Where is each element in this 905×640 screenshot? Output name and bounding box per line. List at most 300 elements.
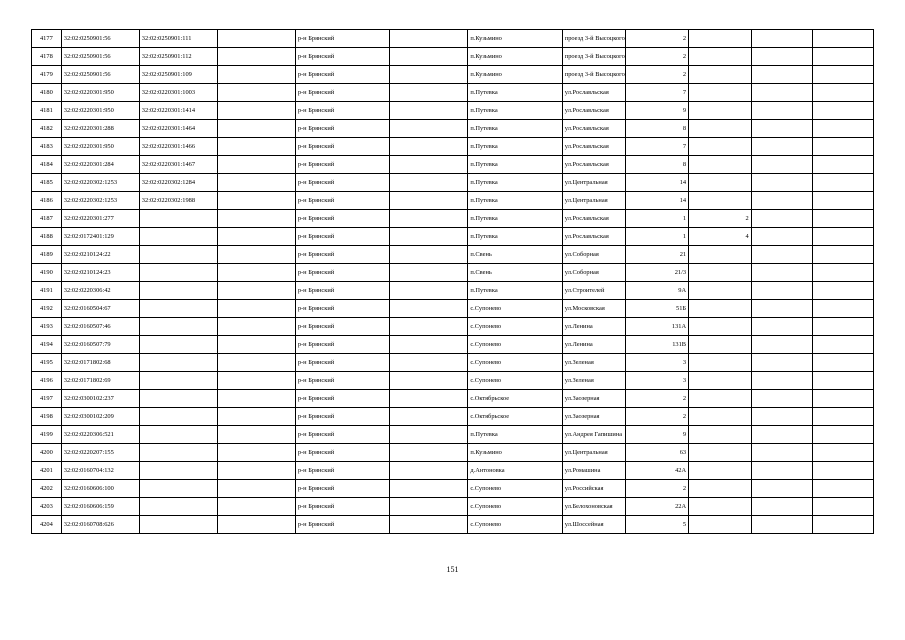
object-cadastral-number-cell: [139, 264, 217, 282]
empty-cell: [390, 228, 468, 246]
empty-cell: [751, 480, 813, 498]
district-cell: р-н Брянский: [295, 480, 389, 498]
empty-cell: [751, 318, 813, 336]
settlement-cell: с.Супонево: [468, 336, 562, 354]
settlement-cell: п.Кузьмино: [468, 66, 562, 84]
street-cell: ул.Зеленая: [562, 354, 626, 372]
table-row: [32, 318, 874, 336]
empty-cell: [217, 336, 295, 354]
empty-cell: [813, 138, 874, 156]
settlement-cell: п.Путевка: [468, 192, 562, 210]
empty-cell: [813, 264, 874, 282]
settlement-cell: с.Супонево: [468, 318, 562, 336]
row-number-cell: 4186: [32, 192, 62, 210]
empty-cell: [217, 318, 295, 336]
settlement-cell: п.Свень: [468, 246, 562, 264]
empty-cell: [813, 516, 874, 534]
building-number-cell: [689, 516, 752, 534]
empty-cell: [217, 48, 295, 66]
settlement-cell: с.Октябрьское: [468, 390, 562, 408]
settlement-cell: п.Путевка: [468, 138, 562, 156]
empty-cell: [217, 228, 295, 246]
cadastral-number-cell: 32:02:0220301:277: [61, 210, 139, 228]
cadastral-number-cell: 32:02:0250901:56: [61, 66, 139, 84]
street-cell: ул.Заозерная: [562, 390, 626, 408]
street-cell: ул.Рославльская: [562, 102, 626, 120]
house-number-cell: 2: [626, 30, 689, 48]
settlement-cell: с.Октябрьское: [468, 408, 562, 426]
empty-cell: [813, 192, 874, 210]
house-number-cell: 2: [626, 66, 689, 84]
table-row: [32, 390, 874, 408]
empty-cell: [390, 192, 468, 210]
table-row: [32, 426, 874, 444]
row-number-cell: 4193: [32, 318, 62, 336]
district-cell: р-н Брянский: [295, 30, 389, 48]
building-number-cell: [689, 318, 752, 336]
table-row: [32, 138, 874, 156]
empty-cell: [217, 156, 295, 174]
object-cadastral-number-cell: 32:02:0250901:112: [139, 48, 217, 66]
building-number-cell: [689, 444, 752, 462]
district-cell: р-н Брянский: [295, 498, 389, 516]
object-cadastral-number-cell: [139, 426, 217, 444]
district-cell: р-н Брянский: [295, 120, 389, 138]
building-number-cell: [689, 156, 752, 174]
table-row: [32, 192, 874, 210]
registry-table: [31, 29, 874, 534]
empty-cell: [813, 228, 874, 246]
empty-cell: [751, 300, 813, 318]
page-number: 151: [446, 565, 459, 574]
empty-cell: [217, 390, 295, 408]
empty-cell: [813, 48, 874, 66]
district-cell: р-н Брянский: [295, 444, 389, 462]
empty-cell: [217, 120, 295, 138]
empty-cell: [751, 372, 813, 390]
building-number-cell: [689, 300, 752, 318]
building-number-cell: [689, 372, 752, 390]
table-row: [32, 246, 874, 264]
empty-cell: [813, 390, 874, 408]
house-number-cell: 8: [626, 156, 689, 174]
empty-cell: [813, 480, 874, 498]
empty-cell: [813, 246, 874, 264]
row-number-cell: 4183: [32, 138, 62, 156]
settlement-cell: п.Кузьмино: [468, 444, 562, 462]
cadastral-number-cell: 32:02:0160704:132: [61, 462, 139, 480]
empty-cell: [751, 120, 813, 138]
empty-cell: [813, 30, 874, 48]
empty-cell: [813, 336, 874, 354]
table-row: [32, 462, 874, 480]
district-cell: р-н Брянский: [295, 300, 389, 318]
empty-cell: [813, 498, 874, 516]
district-cell: р-н Брянский: [295, 210, 389, 228]
empty-cell: [217, 462, 295, 480]
empty-cell: [390, 408, 468, 426]
object-cadastral-number-cell: [139, 354, 217, 372]
empty-cell: [390, 210, 468, 228]
building-number-cell: [689, 174, 752, 192]
row-number-cell: 4185: [32, 174, 62, 192]
empty-cell: [751, 354, 813, 372]
house-number-cell: 21: [626, 246, 689, 264]
settlement-cell: п.Кузьмино: [468, 30, 562, 48]
row-number-cell: 4189: [32, 246, 62, 264]
empty-cell: [390, 444, 468, 462]
row-number-cell: 4202: [32, 480, 62, 498]
empty-cell: [217, 30, 295, 48]
empty-cell: [751, 138, 813, 156]
empty-cell: [813, 354, 874, 372]
settlement-cell: п.Свень: [468, 264, 562, 282]
cadastral-number-cell: 32:02:0160606:159: [61, 498, 139, 516]
table-row: [32, 516, 874, 534]
object-cadastral-number-cell: 32:02:0220301:1414: [139, 102, 217, 120]
house-number-cell: 63: [626, 444, 689, 462]
street-cell: ул.Московская: [562, 300, 626, 318]
table-row: [32, 66, 874, 84]
empty-cell: [751, 228, 813, 246]
cadastral-number-cell: 32:02:0210124:23: [61, 264, 139, 282]
house-number-cell: 5: [626, 516, 689, 534]
cadastral-number-cell: 32:02:0220306:521: [61, 426, 139, 444]
empty-cell: [751, 48, 813, 66]
empty-cell: [217, 444, 295, 462]
district-cell: р-н Брянский: [295, 246, 389, 264]
empty-cell: [751, 516, 813, 534]
empty-cell: [217, 300, 295, 318]
empty-cell: [390, 318, 468, 336]
empty-cell: [390, 462, 468, 480]
empty-cell: [751, 444, 813, 462]
building-number-cell: [689, 84, 752, 102]
building-number-cell: [689, 336, 752, 354]
street-cell: ул.Соборная: [562, 264, 626, 282]
house-number-cell: 42А: [626, 462, 689, 480]
empty-cell: [813, 408, 874, 426]
cadastral-number-cell: 32:02:0220302:1253: [61, 192, 139, 210]
empty-cell: [751, 210, 813, 228]
settlement-cell: д.Антоновка: [468, 462, 562, 480]
settlement-cell: п.Путевка: [468, 282, 562, 300]
cadastral-number-cell: 32:02:0220301:284: [61, 156, 139, 174]
street-cell: ул.Центральная: [562, 444, 626, 462]
street-cell: ул.Шоссейная: [562, 516, 626, 534]
district-cell: р-н Брянский: [295, 336, 389, 354]
empty-cell: [751, 498, 813, 516]
building-number-cell: [689, 462, 752, 480]
empty-cell: [217, 480, 295, 498]
building-number-cell: [689, 264, 752, 282]
empty-cell: [751, 426, 813, 444]
building-number-cell: 2: [689, 210, 752, 228]
object-cadastral-number-cell: 32:02:0220302:1284: [139, 174, 217, 192]
empty-cell: [390, 48, 468, 66]
building-number-cell: [689, 66, 752, 84]
cadastral-number-cell: 32:02:0160606:100: [61, 480, 139, 498]
empty-cell: [217, 66, 295, 84]
empty-cell: [390, 102, 468, 120]
street-cell: ул.Центральная: [562, 174, 626, 192]
object-cadastral-number-cell: [139, 318, 217, 336]
empty-cell: [813, 426, 874, 444]
empty-cell: [813, 462, 874, 480]
empty-cell: [217, 426, 295, 444]
object-cadastral-number-cell: [139, 228, 217, 246]
street-cell: ул.Рославльская: [562, 156, 626, 174]
object-cadastral-number-cell: [139, 480, 217, 498]
empty-cell: [751, 264, 813, 282]
street-cell: ул.Рославльская: [562, 138, 626, 156]
empty-cell: [217, 498, 295, 516]
row-number-cell: 4192: [32, 300, 62, 318]
table-row: [32, 30, 874, 48]
building-number-cell: [689, 48, 752, 66]
empty-cell: [390, 282, 468, 300]
cadastral-number-cell: 32:02:0160507:79: [61, 336, 139, 354]
row-number-cell: 4182: [32, 120, 62, 138]
registry-table-body: [32, 30, 874, 534]
cadastral-number-cell: 32:02:0160504:67: [61, 300, 139, 318]
street-cell: ул.Зеленая: [562, 372, 626, 390]
empty-cell: [217, 84, 295, 102]
settlement-cell: п.Путевка: [468, 84, 562, 102]
row-number-cell: 4190: [32, 264, 62, 282]
object-cadastral-number-cell: 32:02:0250901:111: [139, 30, 217, 48]
table-row: [32, 48, 874, 66]
empty-cell: [751, 192, 813, 210]
empty-cell: [217, 372, 295, 390]
house-number-cell: 2: [626, 408, 689, 426]
district-cell: р-н Брянский: [295, 264, 389, 282]
row-number-cell: 4204: [32, 516, 62, 534]
district-cell: р-н Брянский: [295, 174, 389, 192]
house-number-cell: 131В: [626, 336, 689, 354]
empty-cell: [813, 84, 874, 102]
district-cell: р-н Брянский: [295, 48, 389, 66]
empty-cell: [390, 84, 468, 102]
house-number-cell: 3: [626, 354, 689, 372]
cadastral-number-cell: 32:02:0220301:288: [61, 120, 139, 138]
object-cadastral-number-cell: [139, 210, 217, 228]
settlement-cell: с.Супонево: [468, 480, 562, 498]
district-cell: р-н Брянский: [295, 318, 389, 336]
empty-cell: [813, 210, 874, 228]
cadastral-number-cell: 32:02:0160708:626: [61, 516, 139, 534]
district-cell: р-н Брянский: [295, 462, 389, 480]
empty-cell: [217, 246, 295, 264]
street-cell: ул.Рославльская: [562, 210, 626, 228]
street-cell: ул.Ленина: [562, 336, 626, 354]
district-cell: р-н Брянский: [295, 228, 389, 246]
building-number-cell: [689, 408, 752, 426]
street-cell: ул.Рославльская: [562, 120, 626, 138]
street-cell: ул.Российская: [562, 480, 626, 498]
settlement-cell: п.Путевка: [468, 228, 562, 246]
object-cadastral-number-cell: [139, 408, 217, 426]
street-cell: ул.Заозерная: [562, 408, 626, 426]
empty-cell: [217, 264, 295, 282]
object-cadastral-number-cell: 32:02:0220301:1464: [139, 120, 217, 138]
table-row: [32, 336, 874, 354]
row-number-cell: 4203: [32, 498, 62, 516]
house-number-cell: 3: [626, 372, 689, 390]
empty-cell: [813, 102, 874, 120]
empty-cell: [217, 174, 295, 192]
settlement-cell: п.Путевка: [468, 174, 562, 192]
empty-cell: [813, 282, 874, 300]
object-cadastral-number-cell: [139, 516, 217, 534]
settlement-cell: с.Супонево: [468, 372, 562, 390]
building-number-cell: [689, 390, 752, 408]
row-number-cell: 4198: [32, 408, 62, 426]
table-row: [32, 480, 874, 498]
cadastral-number-cell: 32:02:0220302:1253: [61, 174, 139, 192]
house-number-cell: 9А: [626, 282, 689, 300]
house-number-cell: 1: [626, 210, 689, 228]
row-number-cell: 4181: [32, 102, 62, 120]
street-cell: ул.Рославльская: [562, 84, 626, 102]
house-number-cell: 51Б: [626, 300, 689, 318]
cadastral-number-cell: 32:02:0171802:68: [61, 354, 139, 372]
empty-cell: [390, 300, 468, 318]
table-row: [32, 444, 874, 462]
building-number-cell: [689, 138, 752, 156]
street-cell: ул.Строителей: [562, 282, 626, 300]
empty-cell: [751, 336, 813, 354]
settlement-cell: п.Путевка: [468, 102, 562, 120]
district-cell: р-н Брянский: [295, 192, 389, 210]
row-number-cell: 4191: [32, 282, 62, 300]
building-number-cell: [689, 102, 752, 120]
row-number-cell: 4197: [32, 390, 62, 408]
empty-cell: [217, 282, 295, 300]
building-number-cell: [689, 282, 752, 300]
object-cadastral-number-cell: 32:02:0220301:1467: [139, 156, 217, 174]
empty-cell: [390, 156, 468, 174]
house-number-cell: 2: [626, 48, 689, 66]
empty-cell: [813, 156, 874, 174]
object-cadastral-number-cell: [139, 444, 217, 462]
table-row: [32, 120, 874, 138]
empty-cell: [751, 462, 813, 480]
house-number-cell: 1: [626, 228, 689, 246]
empty-cell: [390, 426, 468, 444]
empty-cell: [390, 516, 468, 534]
table-row: [32, 354, 874, 372]
object-cadastral-number-cell: [139, 372, 217, 390]
building-number-cell: [689, 426, 752, 444]
house-number-cell: 22А: [626, 498, 689, 516]
object-cadastral-number-cell: 32:02:0250901:109: [139, 66, 217, 84]
street-cell: проезд 3-й Высоцкого: [562, 66, 626, 84]
object-cadastral-number-cell: [139, 282, 217, 300]
district-cell: р-н Брянский: [295, 84, 389, 102]
house-number-cell: 131А: [626, 318, 689, 336]
building-number-cell: [689, 246, 752, 264]
table-row: [32, 408, 874, 426]
cadastral-number-cell: 32:02:0220207:155: [61, 444, 139, 462]
object-cadastral-number-cell: [139, 336, 217, 354]
empty-cell: [217, 408, 295, 426]
empty-cell: [751, 390, 813, 408]
empty-cell: [813, 300, 874, 318]
row-number-cell: 4196: [32, 372, 62, 390]
table-row: [32, 264, 874, 282]
empty-cell: [813, 174, 874, 192]
settlement-cell: с.Супонево: [468, 354, 562, 372]
empty-cell: [390, 354, 468, 372]
empty-cell: [217, 102, 295, 120]
settlement-cell: с.Супонево: [468, 300, 562, 318]
settlement-cell: п.Кузьмино: [468, 48, 562, 66]
empty-cell: [217, 138, 295, 156]
empty-cell: [751, 84, 813, 102]
empty-cell: [813, 66, 874, 84]
empty-cell: [390, 498, 468, 516]
object-cadastral-number-cell: [139, 498, 217, 516]
house-number-cell: 21/3: [626, 264, 689, 282]
row-number-cell: 4184: [32, 156, 62, 174]
building-number-cell: [689, 192, 752, 210]
table-row: [32, 300, 874, 318]
building-number-cell: [689, 30, 752, 48]
empty-cell: [390, 390, 468, 408]
settlement-cell: п.Путевка: [468, 210, 562, 228]
cadastral-number-cell: 32:02:0300102:237: [61, 390, 139, 408]
table-row: [32, 102, 874, 120]
empty-cell: [390, 246, 468, 264]
empty-cell: [813, 120, 874, 138]
district-cell: р-н Брянский: [295, 66, 389, 84]
house-number-cell: 9: [626, 102, 689, 120]
object-cadastral-number-cell: [139, 390, 217, 408]
house-number-cell: 9: [626, 426, 689, 444]
street-cell: ул.Белохоновская: [562, 498, 626, 516]
object-cadastral-number-cell: [139, 300, 217, 318]
empty-cell: [390, 138, 468, 156]
cadastral-number-cell: 32:02:0172401:129: [61, 228, 139, 246]
street-cell: проезд 3-й Высоцкого: [562, 30, 626, 48]
building-number-cell: [689, 354, 752, 372]
object-cadastral-number-cell: 32:02:0220301:1466: [139, 138, 217, 156]
building-number-cell: [689, 120, 752, 138]
empty-cell: [217, 210, 295, 228]
house-number-cell: 7: [626, 84, 689, 102]
row-number-cell: 4188: [32, 228, 62, 246]
district-cell: р-н Брянский: [295, 390, 389, 408]
empty-cell: [751, 102, 813, 120]
empty-cell: [751, 282, 813, 300]
street-cell: ул.Центральная: [562, 192, 626, 210]
house-number-cell: 2: [626, 480, 689, 498]
street-cell: ул.Соборная: [562, 246, 626, 264]
district-cell: р-н Брянский: [295, 102, 389, 120]
settlement-cell: п.Путевка: [468, 156, 562, 174]
street-cell: ул.Рославльская: [562, 228, 626, 246]
empty-cell: [390, 480, 468, 498]
building-number-cell: [689, 498, 752, 516]
row-number-cell: 4194: [32, 336, 62, 354]
empty-cell: [751, 246, 813, 264]
house-number-cell: 2: [626, 390, 689, 408]
empty-cell: [390, 30, 468, 48]
building-number-cell: [689, 480, 752, 498]
district-cell: р-н Брянский: [295, 138, 389, 156]
district-cell: р-н Брянский: [295, 372, 389, 390]
